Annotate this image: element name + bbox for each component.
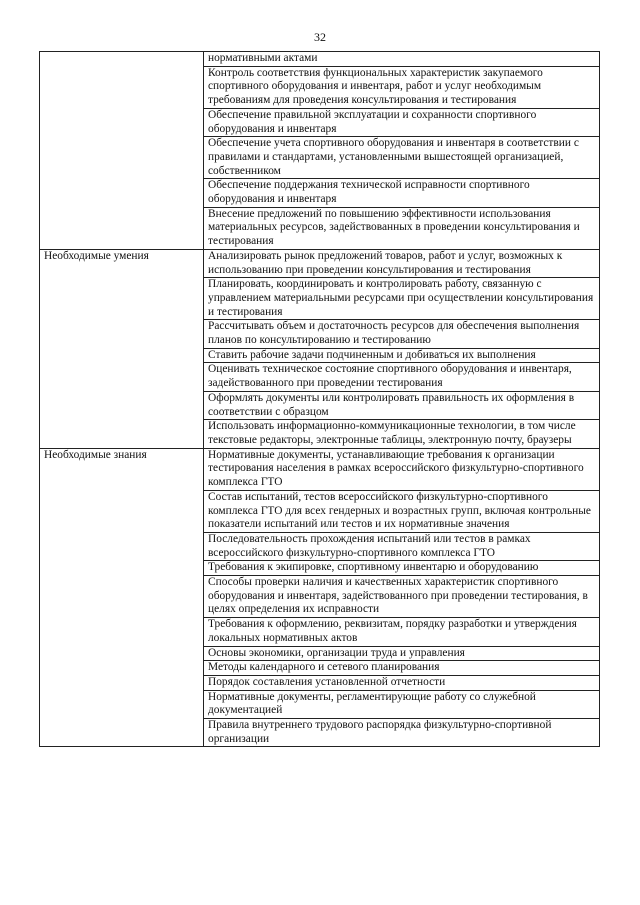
requirement-item: Порядок составления установленной отчетности <box>204 675 600 690</box>
requirement-item: Оформлять документы или контролировать правильность их оформления в соответствии с образцом <box>204 391 600 419</box>
section-label: Необходимые умения <box>40 249 204 448</box>
requirements-table-body <box>40 52 600 747</box>
requirement-item: Обеспечение правильной эксплуатации и сохранности спортивного оборудования и инвентаря <box>204 108 600 136</box>
requirement-item: Анализировать рынок предложений товаров, работ и услуг, возможных к использованию при проведении консультирования и тестирования <box>204 249 600 277</box>
requirement-item: Требования к оформлению, реквизитам, порядку разработки и утверждения локальных нормативных актов <box>204 618 600 646</box>
requirement-item: Основы экономики, организации труда и управления <box>204 646 600 661</box>
requirement-item: Использовать информационно-коммуникационные технологии, в том числе текстовые редакторы, электронные таблицы, электронную почту, браузеры <box>204 420 600 448</box>
requirement-item: Обеспечение поддержания технической исправности спортивного оборудования и инвентаря <box>204 179 600 207</box>
requirement-item: Последовательность прохождения испытаний или тестов в рамках всероссийского физкультурно-спортивного комплекса ГТО <box>204 532 600 560</box>
requirement-item: Правила внутреннего трудового распорядка физкультурно-спортивной организации <box>204 719 600 747</box>
requirement-item: Нормативные документы, устанавливающие требования к организации тестирования населения в рамках всероссийского физкультурно-спортивного комплекса ГТО <box>204 448 600 490</box>
requirements-table <box>39 51 600 747</box>
requirement-item: Требования к экипировке, спортивному инвентарю и оборудованию <box>204 561 600 576</box>
requirement-item: Ставить рабочие задачи подчиненным и добиваться их выполнения <box>204 348 600 363</box>
requirement-item: Оценивать техническое состояние спортивного оборудования и инвентаря, задействованного при проведении тестирования <box>204 363 600 391</box>
requirement-item: Обеспечение учета спортивного оборудования и инвентаря в соответствии с правилами и стандартами, установленными вышестоящей организацией, собственником <box>204 137 600 179</box>
requirement-item: Способы проверки наличия и качественных характеристик спортивного оборудования и инвентаря, задействованного при проведении тестирования, в целях определения их исправности <box>204 576 600 618</box>
page-number: 32 <box>314 30 326 44</box>
table-row <box>40 249 600 277</box>
section-label <box>40 52 204 250</box>
requirement-item: Контроль соответствия функциональных характеристик закупаемого спортивного оборудования и инвентаря, работ и услуг необходимым требованиям для проведения консультирования и тестирования <box>204 66 600 108</box>
requirement-item: Методы календарного и сетевого планирования <box>204 661 600 676</box>
requirement-item: Состав испытаний, тестов всероссийского физкультурно-спортивного комплекса ГТО для всех гендерных и возрастных групп, включая контрольные показатели испытаний или тестов и их нормативные значения <box>204 490 600 532</box>
requirement-item: нормативными актами <box>204 52 600 67</box>
requirement-item: Внесение предложений по повышению эффективности использования материальных ресурсов, задействованных в проведении консультирования и тестирования <box>204 207 600 249</box>
table-row <box>40 448 600 490</box>
requirement-item: Нормативные документы, регламентирующие работу со служебной документацией <box>204 690 600 718</box>
table-row <box>40 52 600 67</box>
section-label: Необходимые знания <box>40 448 204 747</box>
requirement-item: Рассчитывать объем и достаточность ресурсов для обеспечения выполнения планов по консультированию и тестированию <box>204 320 600 348</box>
requirement-item: Планировать, координировать и контролировать работу, связанную с управлением материальными ресурсами при осуществлении консультирования и тестирования <box>204 278 600 320</box>
